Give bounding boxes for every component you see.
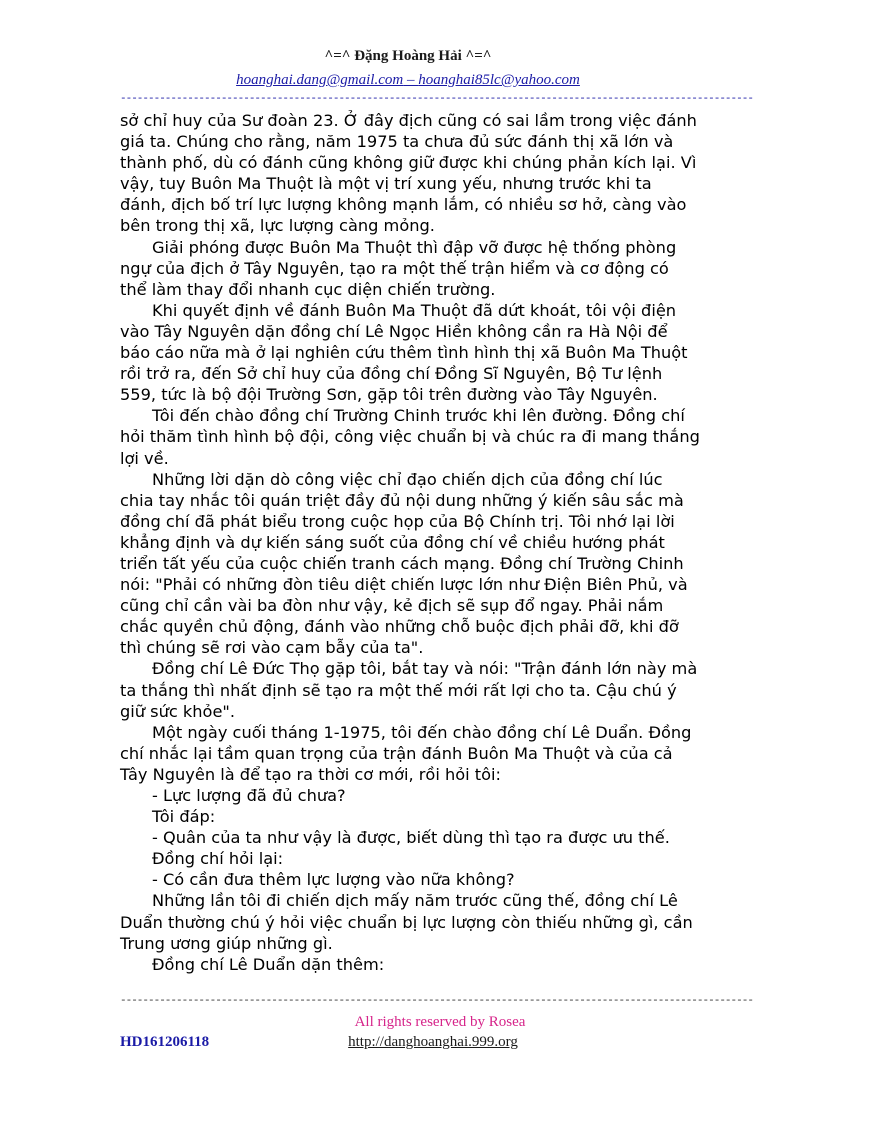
paragraph: Những lần tôi đi chiến dịch mấy năm trước cũng thế, đồng chí Lê Duẩn thường chú ý hỏi việc chuẩn bị lực lượng còn thiếu những gì, cần Trung ương giúp những gì. bbox=[120, 891, 693, 953]
dialogue-line: - Có cần đưa thêm lực lượng vào nữa không? bbox=[152, 870, 515, 890]
paragraph: Khi quyết định về đánh Buôn Ma Thuột đã dứt khoát, tôi vội điện vào Tây Nguyên dặn đồng chí Lê Ngọc Hiền không cần ra Hà Nội để báo cáo nữa mà ở lại nghiên cứu thêm tình hình thị xã Buôn Ma Thuột rồi trở ra, đến Sở chỉ huy của đồng chí Đồng Sĩ Nguyên, Bộ Tư lệnh 559, tức là bộ đội Trường Sơn, gặp tôi trên đường vào Tây Nguyên. bbox=[120, 300, 688, 405]
paragraph: Giải phóng được Buôn Ma Thuột thì đập vỡ được hệ thống phòng ngự của địch ở Tây Nguyên, tạo ra một thế trận hiểm và cơ động có thể làm thay đổi nhanh cục diện chiến trường. bbox=[120, 237, 677, 299]
paragraph: sở chỉ huy của Sư đoàn 23. Ở đây địch cũng có sai lầm trong việc đánh giá ta. Chúng cho rằng, năm 1975 ta chưa đủ sức đánh thị xã lớn và thành phố, dù có đánh cũng không giữ được khi chúng phản kích lại. Vì vậy, tuy Buôn Ma Thuột là một vị trí xung yếu, nhưng trước khi ta đánh, địch bố trí lực lượng không mạnh lắm, có nhiều sơ hở, càng vào bên trong thị xã, lực lượng càng mỏng. bbox=[120, 111, 697, 236]
dialogue-line: Tôi đáp: bbox=[152, 807, 216, 827]
footer-divider: ----------------------------------------------------------------------------------------------------------------- bbox=[120, 995, 753, 1007]
footer-document-id: HD161206118 bbox=[120, 1034, 210, 1050]
paragraph: Tôi đến chào đồng chí Trường Chinh trước khi lên đường. Đồng chí hỏi thăm tình hình bộ đội, công việc chuẩn bị và chúc ra đi mang thắng lợi về. bbox=[120, 406, 700, 468]
footer-website-link[interactable]: http://danghoanghai.999.org bbox=[348, 1034, 518, 1050]
page-header-title: ^=^ Đặng Hoàng Hải ^=^ bbox=[324, 48, 492, 64]
paragraph: Một ngày cuối tháng 1-1975, tôi đến chào đồng chí Lê Duẩn. Đồng chí nhắc lại tầm quan trọng của trận đánh Buôn Ma Thuột và của cả Tây Nguyên là để tạo ra thời cơ mới, rồi hỏi tôi: bbox=[120, 722, 692, 784]
paragraph: Những lời dặn dò công việc chỉ đạo chiến dịch của đồng chí lúc chia tay nhắc tôi quán triệt đầy đủ nội dung những ý kiến sâu sắc mà đồng chí đã phát biểu trong cuộc họp của Bộ Chính trị. Tôi nhớ lại lời khẳng định và dự kiến sáng suốt của đồng chí về chiều hướng phát triển tất yếu của cuộc chiến tranh cách mạng. Đồng chí Trường Chinh nói: "Phải có những đòn tiêu diệt chiến lược lớn như Điện Biên Phủ, và cũng chỉ cần vài ba đòn như vậy, kẻ địch sẽ sụp đổ ngay. Phải nắm chắc quyền chủ động, đánh vào những chỗ buộc địch phải đỡ, khi đỡ thì chúng sẽ rơi vào cạm bẫy của ta". bbox=[120, 469, 688, 658]
document-body bbox=[120, 110, 700, 975]
paragraph: Đồng chí Lê Duẩn dặn thêm: bbox=[152, 954, 385, 974]
dialogue-line: - Lực lượng đã đủ chưa? bbox=[152, 786, 346, 805]
email-separator: – bbox=[403, 72, 419, 88]
header-divider: ----------------------------------------------------------------------------------------------------------------- bbox=[120, 93, 753, 105]
email-link-yahoo[interactable]: hoanghai85lc@yahoo.com bbox=[418, 72, 580, 88]
dialogue-line: Đồng chí hỏi lại: bbox=[152, 849, 284, 869]
dialogue-line: - Quân của ta như vậy là được, biết dùng thì tạo ra được ưu thế. bbox=[152, 828, 670, 848]
header-contact-line bbox=[0, 72, 816, 89]
footer-rights: All rights reserved by Rosea bbox=[354, 1014, 526, 1030]
email-link-gmail[interactable]: hoanghai.dang@gmail.com bbox=[236, 72, 404, 88]
paragraph: Đồng chí Lê Đức Thọ gặp tôi, bắt tay và nói: "Trận đánh lớn này mà ta thắng thì nhất định sẽ tạo ra một thế mới rất lợi cho ta. Cậu chú ý giữ sức khỏe". bbox=[120, 659, 698, 721]
